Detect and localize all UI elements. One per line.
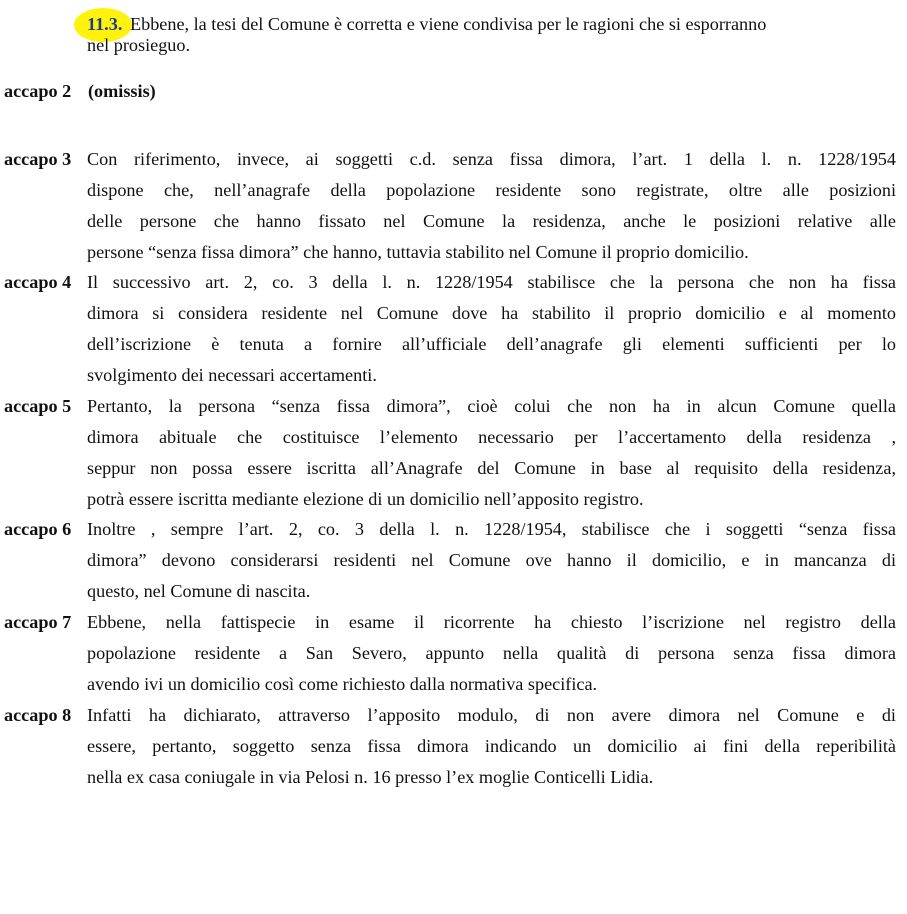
paragraph-line: seppur non possa essere iscritta all’Anagrafe del Comune in base al requisito della residenza,: [87, 458, 896, 478]
paragraph-line: (omissis): [88, 81, 156, 101]
heading-text-line-1: Ebbene, la tesi del Comune è corretta e viene condivisa per le ragioni che si esporranno: [130, 14, 767, 34]
paragraph-line: Con riferimento, invece, ai soggetti c.d. senza fissa dimora, l’art. 1 della l. n. 1228/1954: [87, 149, 896, 169]
paragraph-label: accapo 3: [4, 149, 72, 169]
paragraph-label: accapo 4: [4, 272, 72, 292]
paragraph-line: avendo ivi un domicilio così come richiesto dalla normativa specifica.: [87, 674, 598, 694]
paragraph-line: dimora” devono considerarsi residenti nel Comune ove hanno il domicilio, e in mancanza di: [87, 550, 896, 570]
paragraph-label: accapo 2: [4, 81, 72, 101]
paragraph-line: dispone che, nell’anagrafe della popolazione residente sono registrate, oltre alle posizioni: [87, 180, 896, 200]
paragraph-line: Ebbene, nella fattispecie in esame il ricorrente ha chiesto l’iscrizione nel registro della: [87, 612, 896, 632]
paragraph-line: Inoltre , sempre l’art. 2, co. 3 della l. n. 1228/1954, stabilisce che i soggetti “senza fissa: [87, 519, 896, 539]
paragraph-line: potrà essere iscritta mediante elezione di un domicilio nell’apposito registro.: [87, 489, 644, 509]
paragraph-line: delle persone che hanno fissato nel Comune la residenza, anche le posizioni relative alle: [87, 211, 896, 231]
paragraph-line: nella ex casa coniugale in via Pelosi n. 16 presso l’ex moglie Conticelli Lidia.: [87, 767, 654, 787]
paragraph-line: svolgimento dei necessari accertamenti.: [87, 365, 377, 385]
section-number: 11.3.: [87, 14, 123, 34]
paragraph-label: accapo 7: [4, 612, 72, 632]
paragraph-line: Infatti ha dichiarato, attraverso l’apposito modulo, di non avere dimora nel Comune e di: [87, 705, 896, 725]
paragraph-line: dell’iscrizione è tenuta a fornire all’ufficiale dell’anagrafe gli elementi sufficienti per lo: [87, 334, 896, 354]
paragraph-line: questo, nel Comune di nascita.: [87, 581, 311, 601]
paragraph-label: accapo 6: [4, 519, 72, 539]
paragraph-line: dimora abituale che costituisce l’elemento necessario per l’accertamento della residenza ,: [87, 427, 896, 447]
paragraph-line: Pertanto, la persona “senza fissa dimora”, cioè colui che non ha in alcun Comune quella: [87, 396, 896, 416]
paragraph-line: dimora si considera residente nel Comune dove ha stabilito il proprio domicilio e al momento: [87, 303, 896, 323]
paragraph-line: Il successivo art. 2, co. 3 della l. n. 1228/1954 stabilisce che la persona che non ha fissa: [87, 272, 896, 292]
heading-text-line-2: nel prosieguo.: [87, 35, 191, 55]
paragraph-line: popolazione residente a San Severo, appunto nella qualità di persona senza fissa dimora: [87, 643, 896, 663]
paragraph-label: accapo 5: [4, 396, 72, 416]
paragraph-label: accapo 8: [4, 705, 72, 725]
paragraph-line: essere, pertanto, soggetto senza fissa dimora indicando un domicilio ai fini della reperibilità: [87, 736, 896, 756]
paragraph-line: persone “senza fissa dimora” che hanno, tuttavia stabilito nel Comune il proprio domicilio.: [87, 242, 749, 262]
